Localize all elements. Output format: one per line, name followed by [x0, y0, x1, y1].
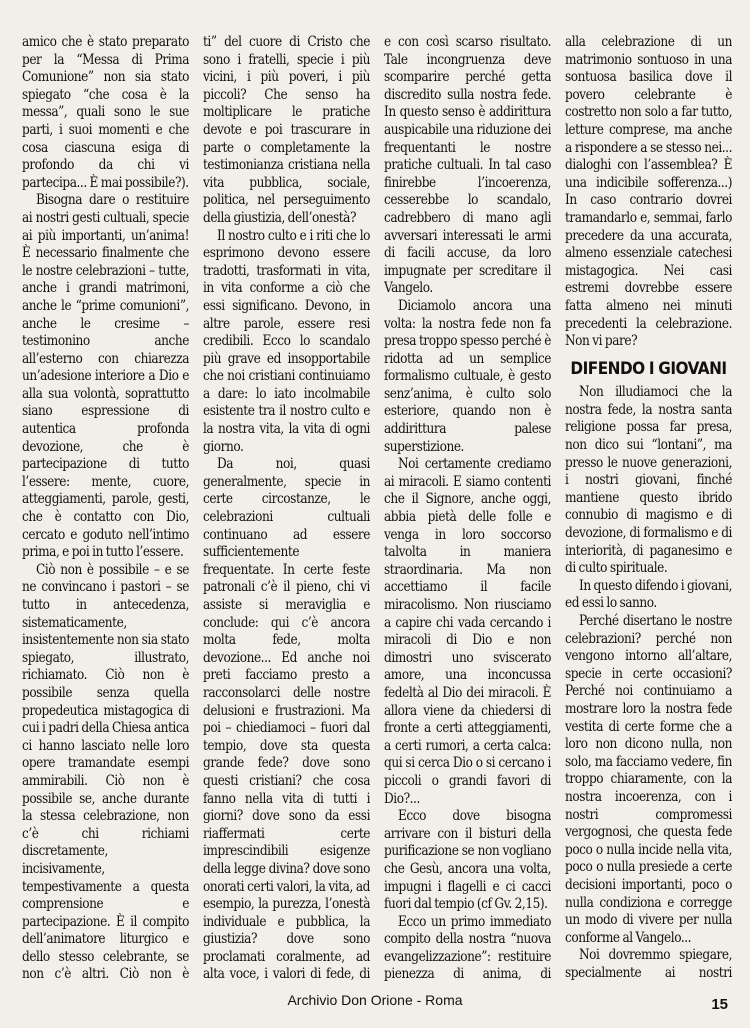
- article-body: [22, 34, 734, 982]
- paragraph: Perché disertano le nostre celebrazioni? perché non vengono intorno all’altare, specie in certe occasioni? Perché noi continuiamo a mostrare loro la nostra fede vestita di certe forme che a loro non dicono nulla, non solo, ma facciamo vedere, fin troppo chiaramente, con la nostra incoerenza, con i nostri compromessi vergognosi, che questa fede poco o nulla incide nella vita, poco o nulla presiede a certe decisioni importanti, poco o nulla condiziona e corregge un modo di vivere per nulla conforme al Vangelo...: [565, 613, 732, 946]
- column-3: [384, 34, 551, 982]
- paragraph: Bisogna dare o restituire ai nostri gesti cultuali, specie ai più importanti, un’anima! È necessario finalmente che le nostre celebrazioni – tutte, anche i grandi matrimoni, anche le “prime comunioni”, anche le cresime – testimonino anche all’esterno con chiarezza un’adesione interiore a Dio e alla sua volontà, soprattutto siano espressione di autentica profonda devozione, che è partecipazione di tutto l’essere: mente, cuore, atteggiamenti, parole, gesti, che è contatto con Dio, cercato e goduto nell’intimo prima, e poi in tutto l’essere.: [22, 192, 189, 561]
- paragraph: Il nostro culto e i riti che lo esprimono devono essere tradotti, trasformati in vita, in vita conforme a ciò che essi significano. Devono, in altre parole, essere resi credibili. Ecco lo scandalo più grave ed insopportabile che noi cristiani continuiamo a dare: lo iato incolmabile esistente tra il nostro culto e la nostra vita, la vita di ogni giorno.: [203, 227, 370, 455]
- column-2: [203, 34, 370, 982]
- paragraph: alla celebrazione di un matrimonio sontuoso in una sontuosa basilica dove il povero celebrante è costretto non solo a far tutto, letture comprese, ma anche a rispondere a se stesso nei... dialoghi con l’assemblea? È una indicibile sofferenza...) In caso contrario dovrei tramandarlo e, semmai, farlo precedere da una accurata, almeno essenziale catechesi mistagogica. Nei casi estremi dovrebbe essere fatta almeno nei minuti precedenti la celebrazione. Non vi pare?: [565, 34, 732, 350]
- paragraph: Diciamolo ancora una volta: la nostra fede non fa presa troppo spesso perché è ridotta ad un semplice formalismo cultuale, è gesto senz’anima, è culto solo esteriore, quando non è addirittura palese superstizione.: [384, 297, 551, 455]
- paragraph: [565, 947, 732, 982]
- paragraph: Noi certamente crediamo ai miracoli. E siamo contenti che il Signore, anche oggi, abbia pietà delle folle e venga in loro soccorso talvolta in maniera straordinaria. Ma non accettiamo il facile miracolismo. Non riusciamo a capire chi vada cercando i miracoli di Dio e non dimostri uno sviscerato amore, una inconcussa fedeltà al Dio dei miracoli. È allora viene da chiedersi di fronte a certi atteggiamenti, a certi rumori, a certa calca: qui si cerca Dio o si cercano i piccoli o grandi favori di Dio?...: [384, 456, 551, 807]
- paragraph: Ecco un primo immediato compito della nostra “nuova evangelizzazione”: restituire pienezza di anima, di: [384, 913, 551, 982]
- archive-footer: Archivio Don Orione - Roma: [287, 992, 463, 1008]
- paragraph: In questo difendo i giovani, ed essi lo sanno.: [565, 577, 732, 612]
- paragraph: Ecco dove bisogna arrivare con il bisturi della purificazione se non vogliano che Gesù, ancora una volta, impugni i flagelli e ci cacci fuori dal tempio (cf Gv. 2,15).: [384, 808, 551, 913]
- paragraph: Da noi, quasi generalmente, specie in certe circostanze, le celebrazioni cultuali continuano ad essere sufficientemente frequentate. In certe feste patronali c’è il pieno, chi vi assiste si meraviglia e conclude: qui c’è ancora molta fede, molta devozione... Ed anche noi preti facciamo presto a racconsolarci delle nostre delusioni e frustrazioni. Ma poi – chiediamoci – fuori dal tempio, dove sta questa grande fede? dove sono questi cristiani? che cosa fanno nella vita di tutti i giorni? dove sono da essi riaffermati certe imprescindibili esigenze della legge divina? dove sono onorati certi valori, la vita, ad esempio, la purezza, l’onestà individuale e pubblica, la giustizia? dove sono proclamati coralmente, ad alta voce, i valori di fede, di: [203, 456, 370, 982]
- paragraph: amico che è stato preparato per la “Messa di Prima Comunione” non sia stato spiegato “che cosa è la messa”, quali sono le sue parti, i suoi momenti e che cosa ciascuna esiga di profondo da chi vi partecipa... È mai possibile?).: [22, 34, 189, 191]
- paragraph: Ciò non è possibile – e se ne convincano i pastori – se tutto in antecedenza, sistematicamente, insistentemente non sia stato spiegato, illustrato, richiamato. Ciò non è possibile senza quella propedeutica mistagogica di cui i padri della Chiesa antica ci hanno lasciato nelle loro opere tramandate esempi ammirabili. Ciò non è possibile se, anche durante la stessa celebrazione, non c’è chi richiami discretamente, incisivamente, tempestivamente a questa comprensione e partecipazione. È il compito dell’animatore liturgico e dello stesso celebrante, se non c’è altri. Ciò non è: [22, 561, 189, 982]
- paragraph: Non illudiamoci che la nostra fede, la nostra santa religione possa far presa, non dico sui “lontani”, ma presso le nuove generazioni, i nostri giovani, finché mantiene questo ibrido connubio di magismo e di devozione, di formalismo e di interiorità, di paganesimo e di culto spirituale.: [565, 384, 732, 577]
- section-heading: DIFENDO I GIOVANI: [570, 358, 727, 379]
- paragraph: ti” del cuore di Cristo che sono i fratelli, specie i più vicini, i più poveri, i più piccoli? Che senso ha moltiplicare le pratiche devote e poi trascurare in parte o completamente la testimonianza cristiana nella vita pubblica, sociale, politica, nel perseguimento della giustizia, dell’onestà?: [203, 34, 370, 226]
- page-number: 15: [711, 996, 728, 1013]
- paragraph-text: Noi dovremmo spiegare, specialmente ai nostri: [565, 947, 732, 981]
- paragraph: e con così scarso risultato. Tale incongruenza deve scomparire perché getta discredito sulla nostra fede. In questo senso è addirittura auspicabile una riduzione dei frequentanti le nostre pratiche cultuali. In tal caso finirebbe l’incoerenza, cesserebbe lo scandalo, cadrebbero di mano agli avversari interessati le armi di facili accuse, da loro impugnate per screditare il Vangelo.: [384, 34, 551, 297]
- column-1: [22, 34, 189, 982]
- column-4: [565, 34, 732, 982]
